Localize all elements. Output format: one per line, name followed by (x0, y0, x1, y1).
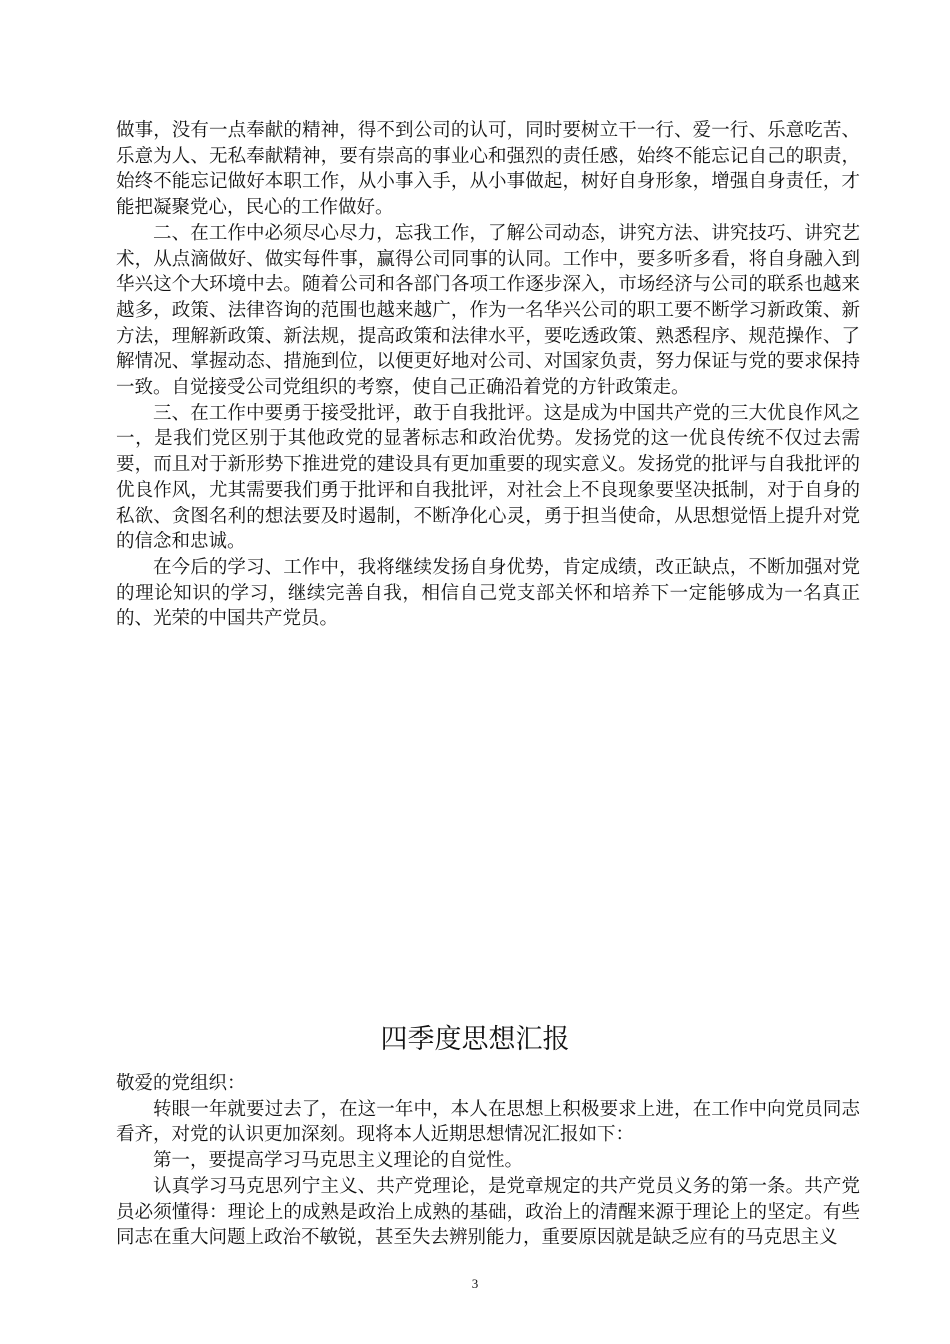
report-paragraph-first-point: 第一，要提高学习马克思主义理论的自觉性。 (153, 1150, 524, 1172)
paragraph-closing: 在今后的学习、工作中，我将继续发扬自身优势，肯定成绩，改正缺点，不断加强对党的理论知识的学习，继续完善自我，相信自己党支部关怀和培养下一定能够成为一名真正的、光荣的中国共产党员。 (116, 556, 860, 630)
report-paragraph-theory: 认真学习马克思列宁主义、共产党理论，是党章规定的共产党员义务的第一条。共产党员必须懂得：理论上的成熟是政治上成熟的基础，政治上的清醒来源于理论上的坚定。有些同志在重大问题上政治不敏锐，甚至失去辨别能力，重要原因就是缺乏应有的马克思主义 (116, 1175, 860, 1249)
report-title: 四季度思想汇报 (380, 1024, 570, 1055)
continuation-section (116, 118, 860, 632)
paragraph-continued: 做事，没有一点奉献的精神，得不到公司的认可，同时要树立干一行、爱一行、乐意吃苦、乐意为人、无私奉献精神，要有崇高的事业心和强烈的责任感，始终不能忘记自己的职责，始终不能忘记做好本职工作，从小事入手，从小事做起，树好自身形象，增强自身责任，才能把凝聚党心，民心的工作做好。 (116, 120, 860, 219)
page-number: 3 (471, 1276, 479, 1291)
paragraph-point-two: 二、在工作中必须尽心尽力，忘我工作，了解公司动态，讲究方法、讲究技巧、讲究艺术，从点滴做好、做实每件事，赢得公司同事的认同。工作中，要多听多看，将自身融入到华兴这个大环境中去。随着公司和各部门各项工作逐步深入，市场经济与公司的联系也越来越多，政策、法律咨询的范围也越来越广，作为一名华兴公司的职工要不断学习新政策、新方法，理解新政策、新法规，提高政策和法律水平，要吃透政策、熟悉程序、规范操作、了解情况、掌握动态、措施到位，以便更好地对公司、对国家负责，努力保证与党的要求保持一致。自觉接受公司党组织的考察，使自己正确沿着党的方针政策走。 (116, 222, 860, 399)
report-paragraph-intro: 转眼一年就要过去了，在这一年中，本人在思想上积极要求上进，在工作中向党员同志看齐，对党的认识更加深刻。现将本人近期思想情况汇报如下： (116, 1098, 860, 1146)
paragraph-point-three: 三、在工作中要勇于接受批评，敢于自我批评。这是成为中国共产党的三大优良作风之一，是我们党区别于其他政党的显著标志和政治优势。发扬党的这一优良传统不仅过去需要，而且对于新形势下推进党的建设具有更加重要的现实意义。发扬党的批评与自我批评的优良作风，尤其需要我们勇于批评和自我批评，对社会上不良现象要坚决抵制，对于自身的私欲、贪图名利的想法要及时遏制，不断净化心灵，勇于担当使命，从思想觉悟上提升对党的信念和忠诚。 (116, 402, 860, 553)
report-body (116, 1071, 860, 1251)
salutation: 敬爱的党组织： (116, 1073, 246, 1094)
